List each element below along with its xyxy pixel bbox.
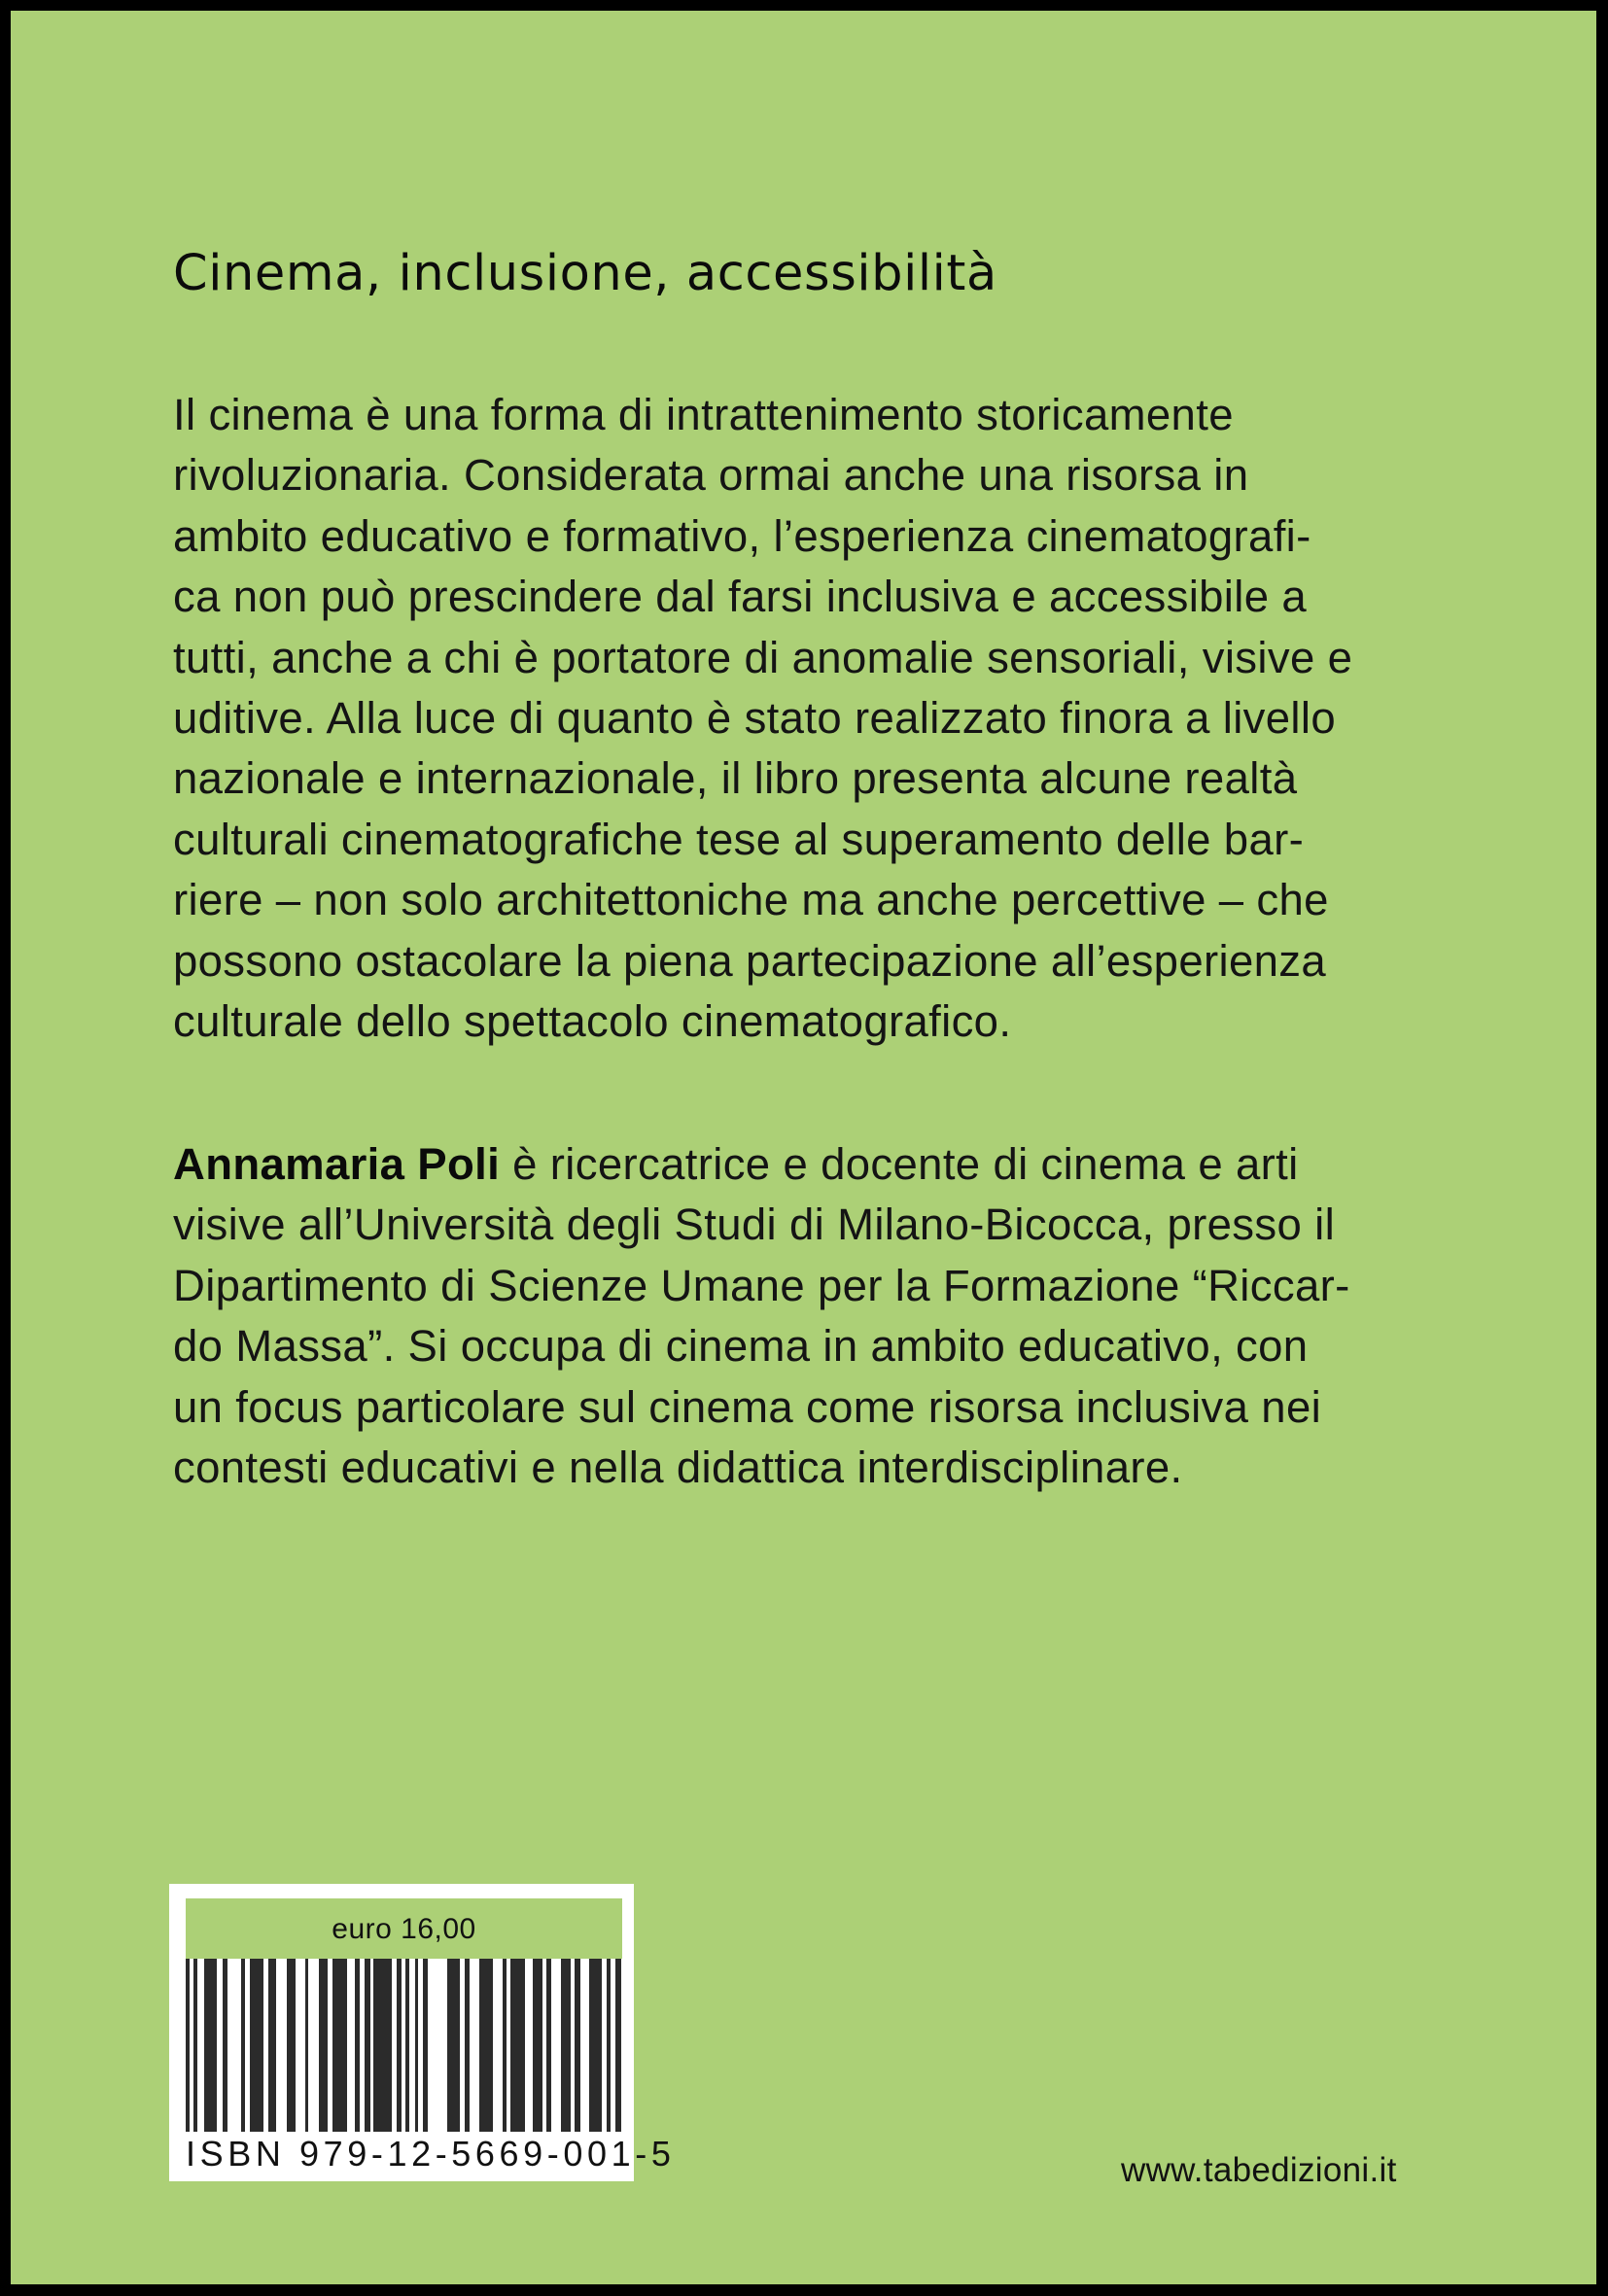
publisher-website: www.tabedizioni.it [1121,2151,1397,2189]
author-bio-line: Dipartimento di Scienze Umane per la Formazione “Riccar- [173,1260,1350,1310]
barcode-icon [169,1959,634,2132]
price-text: euro 16,00 [332,1913,476,1945]
synopsis-line: Il cinema è una forma di intrattenimento storicamente [173,390,1234,439]
synopsis-line: ca non può prescindere dal farsi inclusiva e accessibile a [173,572,1308,622]
synopsis-line: possono ostacolare la piena partecipazione all’esperienza [173,935,1327,986]
synopsis-line: riere – non solo architettoniche ma anche percettive – che [173,875,1329,925]
isbn-number: ISBN 979-12-5669-001-5 [186,2134,676,2174]
author-bio-line: do Massa”. Si occupa di cinema in ambito educativo, con [173,1321,1309,1372]
synopsis-line: culturali cinematografiche tese al superamento delle bar- [173,814,1305,864]
book-title: Cinema, inclusione, accessibilità [173,245,997,302]
synopsis-line: culturale dello spettacolo cinematografico. [173,995,1012,1046]
synopsis-line: nazionale e internazionale, il libro presenta alcune realtà [173,753,1298,804]
author-bio-paragraph [173,1134,1350,1498]
author-bio-line [173,1134,1350,1195]
author-name: Annamaria Poli [173,1139,501,1189]
author-bio-line: un focus particolare sul cinema come risorsa inclusiva nei [173,1381,1322,1432]
synopsis-line: ambito educativo e formativo, l’esperienza cinematografi- [173,510,1311,561]
synopsis-line: tutti, anche a chi è portatore di anomalie sensoriali, visive e [173,632,1353,682]
author-bio-line: contesti educativi e nella didattica interdisciplinare. [173,1442,1183,1492]
synopsis-paragraph [173,385,1352,1052]
author-bio-text: è ricercatrice e docente di cinema e arti [500,1139,1299,1189]
synopsis-line: uditive. Alla luce di quanto è stato realizzato finora a livello [173,692,1336,743]
synopsis-line: rivoluzionaria. Considerata ormai anche una risorsa in [173,450,1249,501]
price-strip [186,1898,622,1959]
barcode-label [169,1884,676,2181]
author-bio-line: visive all’Università degli Studi di Milano-Bicocca, presso il [173,1200,1336,1250]
book-back-cover [11,11,1596,2284]
